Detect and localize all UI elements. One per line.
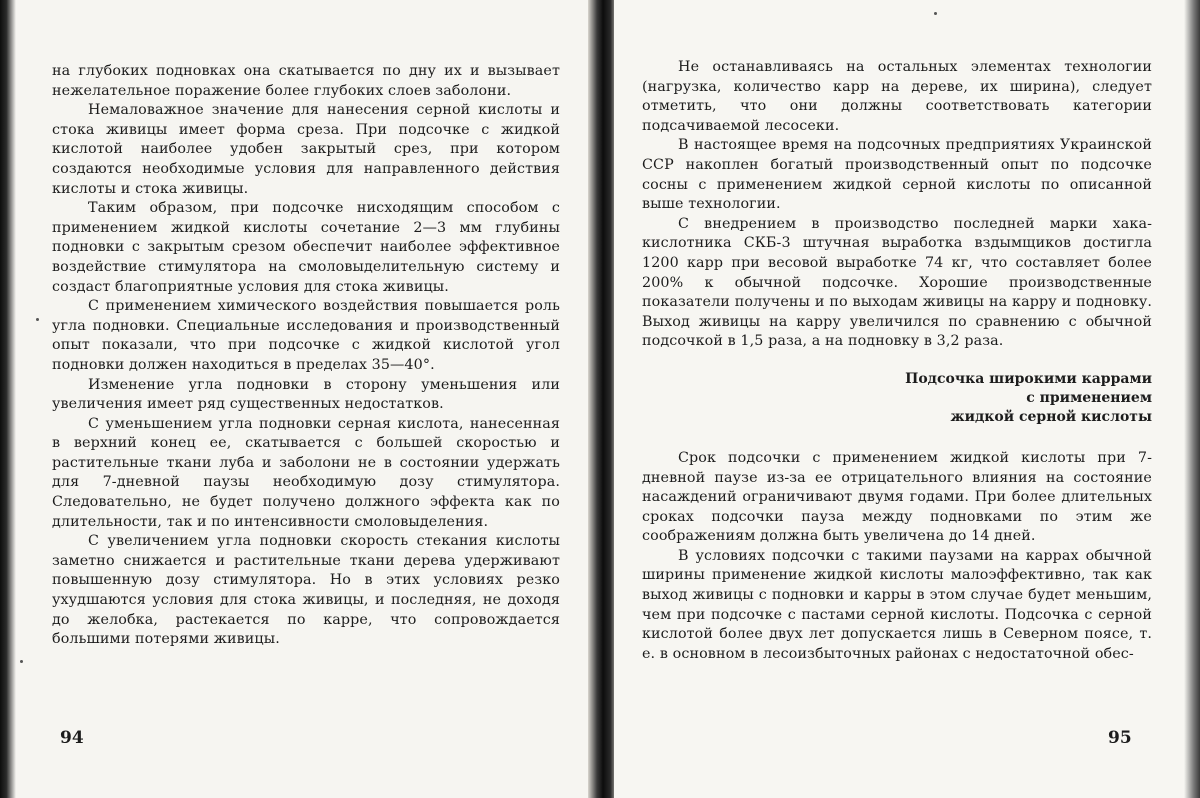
section-heading — [642, 370, 1152, 427]
scan-speck — [20, 660, 23, 663]
left-paragraph-1: на глубоких подновках она скатывается по дну их и вызывает нежелательное поражение более глубоких слоев заболони. — [52, 63, 560, 99]
right-page-edge-shadow — [1184, 0, 1200, 798]
right-paragraph-4: Срок подсочки с применением жидкой кислоты при 7-дневной паузе из-за ее отрицательного влияния на состояние насаждений ограничивают двумя годами. При более длительных сроках подсочки пауза между подновками по этим же соображениям должна быть увеличена до 14 дней. — [642, 449, 1152, 545]
heading-spacer — [642, 427, 1152, 449]
left-paragraph-3: Таким образом, при подсочке нисходящим способом с применением жидкой кислоты сочетание 2—3 мм глубины подновки с закрытым срезом обеспечит наиболее эффективное воздействие стимулятора на смоловыделительную систему и создаст благоприятные условия для стока живицы. — [52, 200, 560, 295]
left-page-edge-shadow — [0, 0, 16, 798]
scan-speck — [36, 318, 39, 321]
left-paragraph-6: С уменьшением угла подновки серная кислота, нанесенная в верхний конец ее, скатывается с большей скоростью и растительные ткани луба и заболони не в состоянии удержать для 7-дневной паузы необходимую дозу стимулятора. Следовательно, не будет получено должного эффекта как по длительности, так и по интенсивности смоловыделения. — [52, 415, 560, 530]
scan-speck — [934, 12, 937, 15]
left-paragraph-4: С применением химического воздействия повышается роль угла подновки. Специальные исследования и производственный опыт показали, что при подсочке с жидкой кислотой угол подновки должен находиться в пределах 35—40°. — [52, 298, 560, 373]
right-page — [614, 0, 1200, 798]
right-page-number: 95 — [1108, 728, 1132, 748]
left-paragraph-2: Немаловажное значение для нанесения серной кислоты и стока живицы имеет форма среза. При подсочке с жидкой кислотой наиболее удобен закрытый срез, при котором создаются необходимые условия для направленного действия кислоты и стока живицы. — [52, 102, 560, 197]
left-paragraph-5: Изменение угла подновки в сторону уменьшения или увеличения имеет ряд существенных недостатков. — [52, 376, 560, 413]
section-heading-line-2: с применением — [1026, 389, 1152, 406]
right-paragraph-5: В условиях подсочки с такими паузами на каррах обычной ширины применение жидкой кислоты малоэффективно, так как выход живицы с подновки и карры в этом случае будет меньшим, чем при подсочке с пастами серной кислоты. Подсочка с серной кислотой более двух лет допускается лишь в Северном поясе, т. е. в основном в лесоизбыточных районах с недостаточной обес- — [642, 547, 1152, 662]
right-paragraph-3: С внедрением в производство последней марки хака-кислотника СКБ-3 штучная выработка вздымщиков достигла 1200 карр при весовой выработке 74 кг, что составляет более 200% к обычной подсочке. Хорошие производственные показатели получены и по выходам живицы на карру и подновку. Выход живицы на карру увеличился по сравнению с обычной подсочкой в 1,5 раза, а на подновку в 3,2 раза. — [642, 215, 1152, 350]
left-paragraph-7: С увеличением угла подновки скорость стекания кислоты заметно снижается и растительные ткани дерева удерживают повышенную дозу стимулятора. Но в этих условиях резко ухудшаются условия для стока живицы, и последняя, не доходя до желобка, растекается по карре, что сопровождается большими потерями живицы. — [52, 533, 560, 648]
right-paragraph-1: Не останавливаясь на остальных элементах технологии (нагрузка, количество карр на дереве, их ширина), следует отметить, что они должны соответствовать категории подсачиваемой лесосеки. — [642, 59, 1152, 134]
left-page-text — [52, 62, 560, 650]
right-page-text — [642, 58, 1152, 664]
section-heading-line-1: Подсочка широкими каррами — [905, 370, 1152, 387]
left-page — [0, 0, 590, 798]
left-page-number: 94 — [60, 728, 84, 748]
right-paragraph-2: В настоящее время на подсочных предприятиях Украинской ССР накоплен богатый производственный опыт по подсочке сосны с применением жидкой серной кислоты по описанной выше технологии. — [642, 137, 1152, 213]
section-heading-line-3: жидкой серной кислоты — [950, 408, 1152, 425]
